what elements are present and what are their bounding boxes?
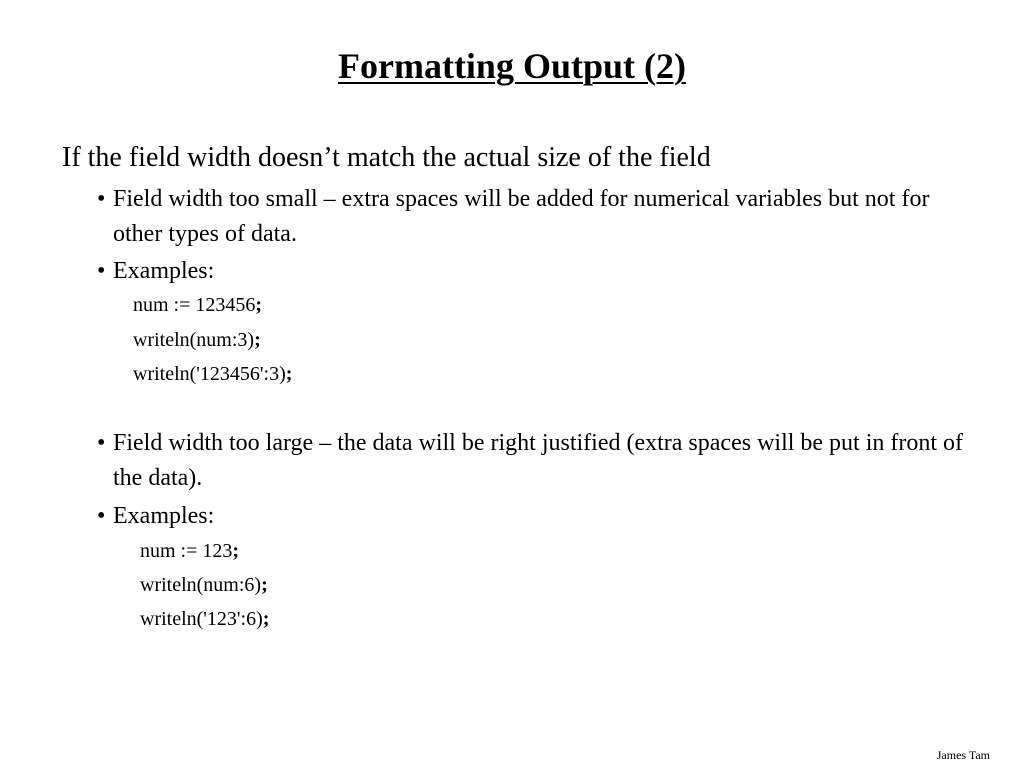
footer-author: James Tam	[936, 748, 990, 762]
bullet-marker: •	[97, 258, 106, 284]
code-text: writeln(num:3)	[133, 329, 255, 351]
bullet-field-width-too-small	[97, 182, 977, 252]
code-text: num := 123	[140, 540, 233, 562]
code-text: writeln('123':6)	[140, 608, 263, 630]
bullet-text: Examples:	[113, 258, 215, 284]
code-text: writeln('123456':3)	[133, 363, 286, 385]
bullet-text: Field width too large – the data will be right justified (extra spaces will be put in front of the data).	[113, 430, 964, 491]
bullet-examples-large	[97, 499, 977, 534]
code-line	[133, 361, 292, 387]
bullet-examples-small	[97, 254, 977, 289]
code-line	[140, 538, 239, 564]
slide-title: Formatting Output (2)	[338, 46, 686, 86]
bullet-marker: •	[97, 503, 106, 529]
code-line	[140, 606, 269, 632]
bullet-text: Examples:	[113, 503, 215, 529]
code-text: num := 123456	[133, 294, 256, 316]
bullet-field-width-too-large	[97, 426, 977, 496]
code-line	[133, 327, 261, 353]
code-semicolon: ;	[262, 608, 270, 630]
code-semicolon: ;	[255, 294, 263, 316]
code-semicolon: ;	[261, 574, 268, 596]
code-semicolon: ;	[254, 329, 261, 351]
code-line	[140, 572, 268, 598]
code-line	[133, 292, 262, 318]
code-semicolon: ;	[232, 540, 240, 562]
bullet-marker: •	[97, 430, 106, 456]
code-text: writeln(num:6)	[140, 574, 262, 596]
bullet-text: Field width too small – extra spaces will be added for numerical variables but not for other types of data.	[113, 186, 930, 247]
bullet-marker: •	[97, 186, 106, 212]
code-semicolon: ;	[285, 363, 293, 385]
section-heading: If the field width doesn’t match the actual size of the field	[62, 142, 711, 173]
